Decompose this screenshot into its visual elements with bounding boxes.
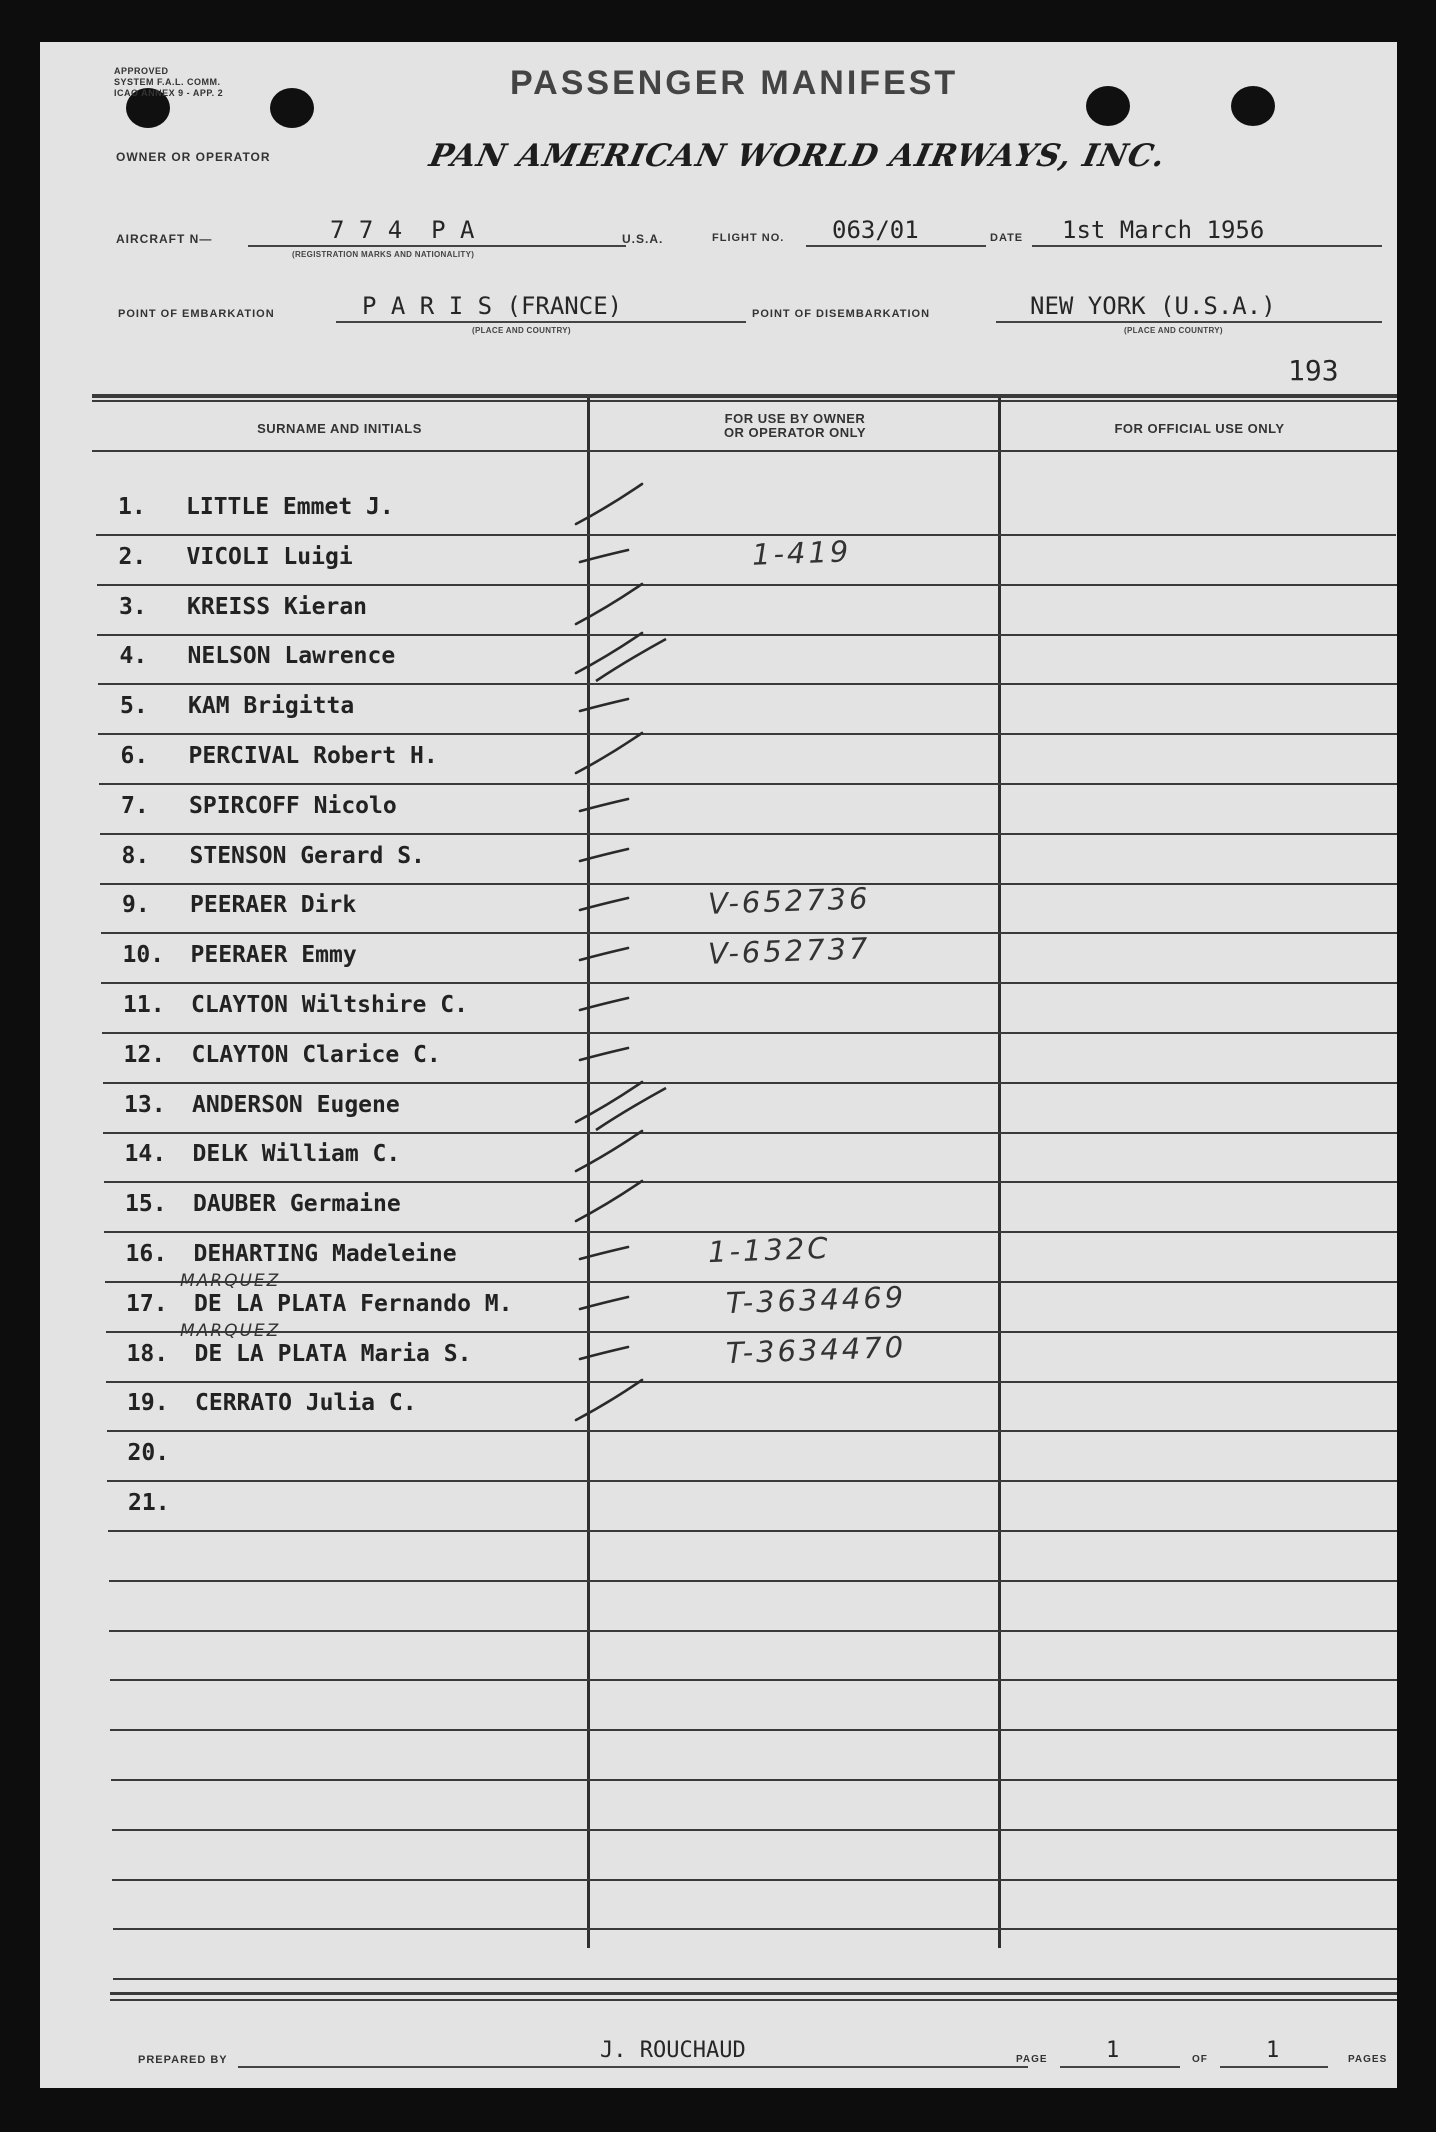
ruled-line — [112, 1829, 1397, 1831]
ruled-line — [99, 783, 1397, 785]
passenger-name: STENSON Gerard S. — [189, 843, 425, 869]
passenger-number: 9. — [122, 892, 150, 918]
passenger-number: 15. — [125, 1191, 167, 1217]
airline-name: PAN AMERICAN WORLD AIRWAYS, INC. — [426, 138, 1169, 174]
passenger-name: CLAYTON Clarice C. — [191, 1042, 441, 1068]
passenger-name: KAM Brigitta — [188, 693, 355, 719]
handwritten-note: 1-132C — [707, 1230, 832, 1270]
ruled-line — [96, 534, 1396, 536]
ruled-line — [111, 1779, 1397, 1781]
prepared-label: PREPARED BY — [138, 2054, 228, 2066]
passenger-number: 6. — [120, 743, 149, 769]
ruled-line — [98, 733, 1397, 735]
of-label: OF — [1192, 2054, 1208, 2065]
approval-line: APPROVED — [114, 66, 169, 76]
passenger-name: CERRATO Julia C. — [195, 1390, 417, 1416]
passenger-name: NELSON Lawrence — [187, 643, 396, 669]
ruled-line — [97, 634, 1397, 636]
page-label: PAGE — [1016, 2054, 1048, 2065]
registration-note: (REGISTRATION MARKS AND NATIONALITY) — [292, 250, 475, 259]
approval-line: ICAO ANNEX 9 - APP. 2 — [114, 88, 224, 98]
ruled-line — [110, 1729, 1397, 1731]
flight-number: 063/01 — [832, 216, 919, 244]
document-number: 193 — [1288, 354, 1339, 387]
disembark-note: (PLACE AND COUNTRY) — [1124, 326, 1223, 335]
passenger-number: 10. — [122, 942, 165, 968]
aircraft-label: AIRCRAFT N— — [116, 232, 213, 246]
of-value: 1 — [1266, 2038, 1280, 2063]
embarkation-label: POINT OF EMBARKATION — [118, 308, 275, 320]
manifest-sheet — [40, 42, 1397, 2088]
ruled-line — [109, 1630, 1397, 1632]
usa-label: U.S.A. — [622, 232, 664, 246]
approval-block — [114, 66, 223, 99]
passenger-number: 14. — [124, 1141, 167, 1167]
passenger-number: 7. — [121, 793, 149, 819]
handwritten-note: V-652737 — [707, 931, 872, 971]
embark-note: (PLACE AND COUNTRY) — [472, 326, 571, 335]
column-header-surname: SURNAME AND INITIALS — [257, 421, 422, 436]
handwritten-annotation: MARQUEZ — [180, 1321, 281, 1341]
ruled-line — [113, 1978, 1397, 1980]
passenger-number: 18. — [126, 1341, 169, 1367]
handwritten-note: T-3634469 — [725, 1279, 907, 1321]
passenger-number: 1. — [118, 494, 146, 520]
ruled-line — [107, 1480, 1397, 1482]
prepared-by: J. ROUCHAUD — [600, 2038, 746, 2063]
passenger-name: DAUBER Germaine — [193, 1191, 401, 1217]
passenger-number: 19. — [127, 1390, 169, 1416]
handwritten-note: T-3634470 — [725, 1329, 907, 1371]
passenger-number: 4. — [119, 643, 148, 669]
column-header-official: FOR OFFICIAL USE ONLY — [1114, 421, 1285, 436]
owner-label: OWNER OR OPERATOR — [116, 150, 271, 164]
handwritten-note: 1-419 — [751, 534, 852, 572]
passenger-name: VICOLI Luigi — [186, 544, 353, 570]
flight-label: FLIGHT NO. — [712, 232, 785, 244]
ruled-line — [108, 1530, 1397, 1532]
pages-label: PAGES — [1348, 2054, 1388, 2065]
ruled-line — [113, 1928, 1397, 1930]
passenger-name: DE LA PLATA Fernando M. — [194, 1291, 513, 1317]
passenger-name: DELK William C. — [192, 1141, 401, 1167]
approval-line: SYSTEM F.A.L. COMM. — [114, 77, 221, 87]
passenger-number: 3. — [119, 594, 147, 620]
passenger-number: 20. — [127, 1440, 170, 1466]
passenger-name: PEERAER Dirk — [190, 892, 357, 918]
ruled-line — [101, 982, 1397, 984]
ruled-line — [107, 1430, 1397, 1432]
ruled-line — [104, 1181, 1397, 1183]
ruled-line — [106, 1381, 1397, 1383]
passenger-number: 12. — [123, 1042, 166, 1068]
passenger-number: 11. — [123, 992, 165, 1018]
disembarkation-label: POINT OF DISEMBARKATION — [752, 308, 931, 320]
passenger-name: ANDERSON Eugene — [192, 1092, 400, 1118]
passenger-name: CLAYTON Wiltshire C. — [191, 992, 468, 1018]
check-mark — [570, 1372, 690, 1432]
passenger-number: 17. — [126, 1291, 168, 1317]
ruled-line — [97, 584, 1397, 586]
passenger-number: 16. — [125, 1241, 168, 1267]
page-value: 1 — [1106, 2038, 1120, 2063]
passenger-number: 13. — [124, 1092, 166, 1118]
ruled-line — [112, 1879, 1397, 1881]
passenger-name: PEERAER Emmy — [190, 942, 357, 968]
ruled-line — [103, 1132, 1397, 1134]
passenger-name: DE LA PLATA Maria S. — [194, 1341, 472, 1367]
handwritten-annotation: MARQUEZ — [180, 1271, 281, 1291]
punch-hole — [1231, 86, 1275, 126]
passenger-name: PERCIVAL Robert H. — [188, 743, 438, 769]
ruled-line — [106, 1331, 1397, 1333]
date-label: DATE — [990, 232, 1024, 244]
passenger-number: 21. — [128, 1490, 170, 1516]
passenger-name: DEHARTING Madeleine — [193, 1241, 457, 1267]
punch-hole — [270, 88, 314, 128]
ruled-line — [98, 683, 1397, 685]
ruled-line — [101, 932, 1397, 934]
passenger-number: 5. — [120, 693, 148, 719]
embarkation-point: P A R I S (FRANCE) — [362, 292, 623, 320]
ruled-line — [100, 833, 1397, 835]
passenger-number: 2. — [118, 544, 147, 570]
passenger-number: 8. — [121, 843, 150, 869]
aircraft-registration: 7 7 4 P A — [330, 216, 475, 244]
flight-date: 1st March 1956 — [1062, 216, 1265, 244]
column-header-owner: FOR USE BY OWNER OR OPERATOR ONLY — [723, 411, 867, 440]
handwritten-note: V-652736 — [707, 881, 872, 921]
ruled-line — [103, 1082, 1397, 1084]
ruled-line — [110, 1679, 1397, 1681]
passenger-name: KREISS Kieran — [187, 594, 368, 620]
ruled-line — [105, 1281, 1397, 1283]
punch-hole — [1086, 86, 1130, 126]
passenger-name: SPIRCOFF Nicolo — [189, 793, 397, 819]
ruled-line — [109, 1580, 1397, 1582]
form-title: PASSENGER MANIFEST — [510, 64, 959, 102]
ruled-line — [102, 1032, 1397, 1034]
disembarkation-point: NEW YORK (U.S.A.) — [1030, 292, 1276, 320]
passenger-name: LITTLE Emmet J. — [186, 494, 394, 520]
